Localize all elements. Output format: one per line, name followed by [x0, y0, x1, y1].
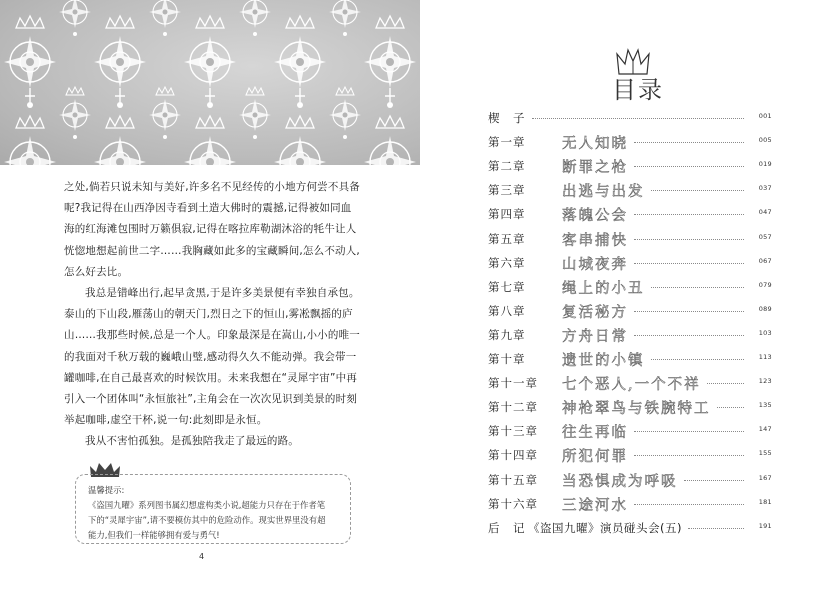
toc-entry-title: 出逃与出发: [562, 184, 645, 201]
toc-leader-dots: [634, 504, 744, 505]
toc-entry[interactable]: [488, 421, 772, 441]
toc-entry-page: 113: [758, 353, 772, 361]
toc-entry-label: 第七章: [488, 279, 526, 294]
paragraph-3: 我从不害怕孤独。是孤独陪我走了最远的路。: [85, 435, 299, 448]
toc-entry-label: 第六章: [488, 255, 526, 270]
toc-entry-label: 第十五章: [488, 472, 538, 487]
toc-entry-label: 第四章: [488, 207, 526, 222]
toc-entry-title: 无人知晓: [562, 136, 628, 153]
toc-entry-title: 三途河水: [562, 497, 628, 514]
toc-entry-page: 135: [758, 401, 772, 410]
toc-leader-dots: [634, 214, 744, 215]
toc-entry-title: 往生再临: [562, 425, 628, 442]
toc-entry-title: 《盗国九曜》演员碰头会(五): [528, 520, 682, 535]
toc-entry-label: 第九章: [488, 327, 526, 342]
toc-entry-page: 079: [758, 280, 772, 289]
toc-entry[interactable]: [488, 325, 772, 345]
toc-entry-title: 七个恶人,一个不祥: [562, 377, 701, 394]
paragraph-1: 之处,倘若只说未知与美好,许多名不见经传的小地方何尝不具备呢?我记得在山西净因寺看到土造大佛时的震撼,记得被如同血海的红海滩包围时万籁俱寂,记得在喀拉库勒湖沐浴的牦牛让人恍惚地想起前世二字……我胸藏如此多的宝藏瞬间,怎么不动人,怎么好去比。: [64, 181, 360, 278]
toc-leader-dots: [532, 118, 744, 119]
toc-entry-label: 楔 子: [488, 111, 526, 125]
toc-entry[interactable]: [488, 253, 772, 273]
toc-entry-title: 神枪翠鸟与铁腕特工: [562, 401, 711, 418]
toc-entry-page: 089: [758, 304, 772, 313]
toc-entry-label: 第十四章: [488, 448, 538, 463]
toc-entry-page: 019: [758, 160, 772, 169]
toc-entry[interactable]: [488, 204, 772, 224]
reminder-box: [75, 474, 351, 544]
toc-entry[interactable]: [488, 445, 772, 465]
toc-leader-dots: [634, 142, 744, 143]
toc-entry-page: 103: [758, 328, 772, 337]
toc-entry[interactable]: [488, 349, 772, 369]
toc-entry-page: 155: [758, 449, 772, 458]
toc-entry[interactable]: [488, 180, 772, 200]
toc-entry-label: 第十三章: [488, 424, 538, 439]
toc-entry[interactable]: [488, 470, 772, 490]
toc-entry-label: 后 记: [488, 520, 526, 535]
toc-leader-dots: [651, 190, 744, 191]
toc-entry-label: 第一章: [488, 135, 526, 150]
toc-entry[interactable]: [488, 108, 772, 128]
ornament-pattern-icon: [0, 0, 420, 165]
reminder-line: 能力,但我们一样能够拥有爱与勇气!: [88, 530, 220, 540]
toc-entry-page: 067: [758, 256, 772, 265]
toc-entry-page: 147: [758, 425, 772, 434]
toc-leader-dots: [717, 407, 744, 408]
toc-entry-title: 遗世的小镇: [562, 353, 645, 369]
toc-leader-dots: [634, 311, 744, 312]
toc-entry-title: 客串捕快: [562, 232, 628, 249]
toc-entry[interactable]: [488, 494, 772, 514]
toc-entry-page: 057: [758, 232, 772, 241]
toc-entry-label: 第八章: [488, 303, 526, 318]
toc-entry-page: 001: [758, 112, 772, 120]
toc-entry-title: 所犯何罪: [562, 449, 628, 466]
toc-entry-page: 191: [758, 521, 772, 530]
toc-leader-dots: [688, 528, 744, 529]
toc-entry-label: 第十一章: [488, 376, 538, 391]
toc-entry-title: 落魄公会: [562, 208, 628, 225]
toc-leader-dots: [634, 239, 744, 240]
decorative-pattern-banner: [0, 0, 420, 165]
toc-entry-label: 第三章: [488, 183, 526, 198]
toc-entry[interactable]: [488, 518, 772, 538]
toc-entry[interactable]: [488, 229, 772, 249]
essay-text: [64, 177, 360, 453]
toc-entry-page: 005: [758, 136, 772, 145]
toc-entry-page: 037: [758, 184, 772, 193]
toc-entry-page: 047: [758, 208, 772, 217]
toc-entry-title: 复活秘方: [562, 304, 628, 321]
toc-leader-dots: [634, 263, 744, 264]
toc-entry-title: 方舟日常: [562, 328, 628, 345]
toc-leader-dots: [684, 480, 744, 481]
toc-heading: 目录: [612, 76, 664, 104]
toc-entry[interactable]: [488, 156, 772, 176]
page-number: 4: [199, 552, 205, 561]
toc-entry-label: 第二章: [488, 159, 526, 174]
toc-entry-page: 181: [758, 497, 772, 506]
toc-entry-title: 山城夜奔: [562, 256, 628, 273]
toc-entry[interactable]: [488, 301, 772, 321]
toc-entry-label: 第十六章: [488, 496, 538, 511]
toc-entry[interactable]: [488, 397, 772, 417]
toc-leader-dots: [634, 335, 744, 336]
toc-entry-label: 第五章: [488, 231, 526, 246]
toc-entry-title: 绳上的小丑: [562, 280, 645, 297]
toc-entry-page: 167: [758, 473, 772, 482]
paragraph-2: 我总是错峰出行,起早贪黑,于是许多美景便有幸独自承包。泰山的下山段,雁荡山的朝天门,烈日之下的恒山,雾凇飘摇的庐山……我那些时候,总是一个人。印象最深是在嵩山,小小的唯一的我面对千秋万载的巍峨山璧,感动得久久不能动弹。我会带一罐咖啡,在自己最喜欢的时候饮用。未来我想在“灵犀宇宙”中再引入一个团体叫“永恒旅社”,主角会在一次次见识到美景的时刻举起咖啡,虚空干杯,说一句:此刻即是永恒。: [64, 287, 360, 427]
toc-leader-dots: [707, 383, 744, 384]
reminder-line: 《盗国九曜》系列图书属幻想虚构类小说,超能力只存在于作者笔: [88, 500, 326, 510]
toc-entry-title: 断罪之枪: [562, 160, 628, 177]
toc-entry[interactable]: [488, 373, 772, 393]
toc-leader-dots: [634, 166, 744, 167]
toc-entry-title: 当恐惧成为呼吸: [562, 473, 678, 490]
toc-entry[interactable]: [488, 277, 772, 297]
toc-entry-label: 第十章: [488, 352, 526, 366]
toc-leader-dots: [634, 455, 744, 456]
toc-leader-dots: [651, 359, 744, 360]
toc-entry-label: 第十二章: [488, 400, 538, 415]
toc-leader-dots: [651, 287, 744, 288]
reminder-line: 下的“灵犀宇宙”,请不要模仿其中的危险动作。现实世界里没有超: [88, 515, 326, 525]
reminder-title: 温馨提示:: [88, 485, 125, 495]
toc-leader-dots: [634, 431, 744, 432]
toc-entry[interactable]: [488, 132, 772, 152]
toc-entry-page: 123: [758, 377, 772, 386]
